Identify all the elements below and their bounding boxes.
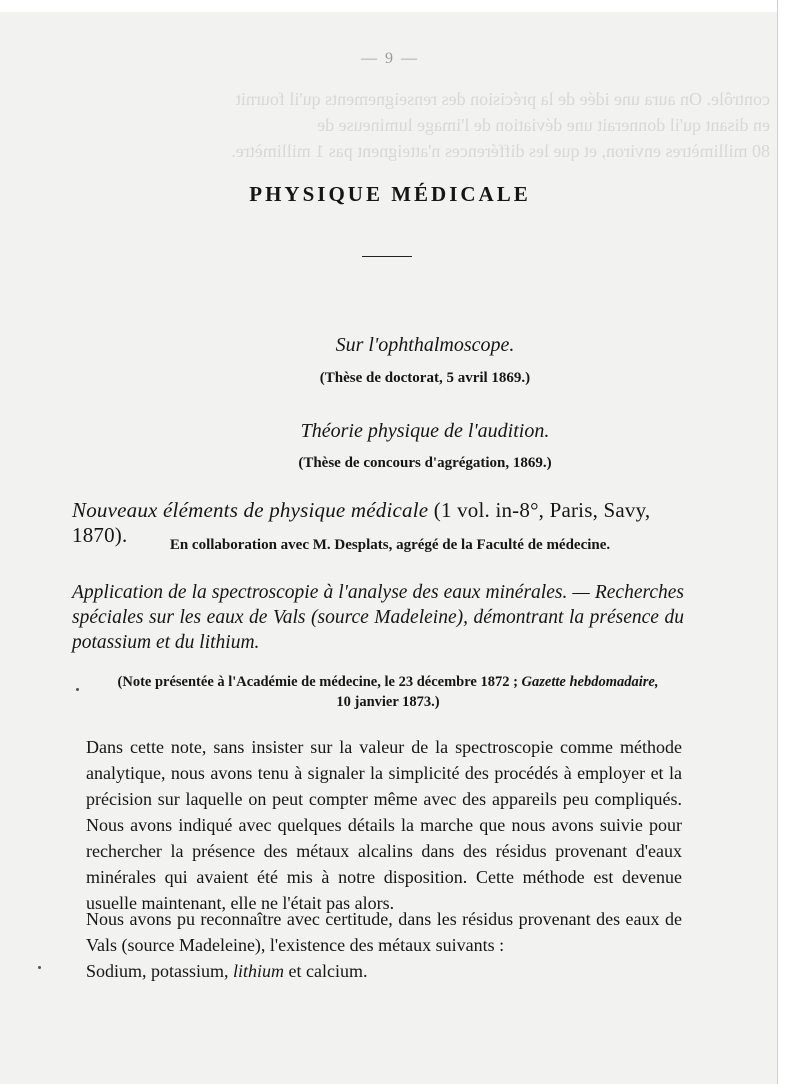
- metals-suffix: et calcium.: [284, 961, 368, 981]
- work-note-audition: (Thèse de concours d'agrégation, 1869.): [298, 455, 552, 471]
- work-title-audition: Théorie physique de l'audition.: [300, 420, 550, 442]
- body-paragraph: Dans cette note, sans insister sur la valeur de la spectroscopie comme méthode analytique, nous avons tenu à signaler la simplicité des procédés à employer et la précision sur laquelle on peut compter même avec des appareils peu compliqués. Nous avons indiqué avec quelques détails la marche que nous avons suivie pour rechercher la présence des métaux alcalins dans des résidus provenant d'eaux minérales qui avaient été mis à notre disposition. Cette méthode est devenue usuelle maintenant, elle ne l'était pas alors.: [86, 737, 682, 913]
- body-paragraph: Nous avons pu reconnaître avec certitude, dans les résidus provenant des eaux de Vals (source Madeleine), l'existence des métaux suivants :: [86, 909, 682, 955]
- academie-note-prefix: (Note présentée à l'Académie de médecine, le 23 décembre 1872 ;: [117, 674, 522, 690]
- work-title-application-spectroscopie: Application de la spectroscopie à l'analyse des eaux minérales. — Recherches spéciales sur les eaux de Vals (source Madeleine), démontrant la présence du potassium et du lithium.: [72, 582, 684, 653]
- show-through-line: contrôle. On aura une idée de la précision des renseignements qu'il fournit: [235, 89, 770, 109]
- nouveaux-title-italic: Nouveaux éléments de physique médicale: [72, 498, 429, 522]
- academie-note: [90, 672, 686, 712]
- ink-speck: [38, 966, 41, 969]
- work-note-ophthalmoscope: (Thèse de doctorat, 5 avril 1869.): [319, 370, 531, 386]
- page-number: — 9 —: [361, 50, 419, 67]
- section-title: PHYSIQUE MÉDICALE: [249, 182, 531, 206]
- academie-note-date: 10 janvier 1873.): [336, 694, 440, 710]
- metals-italic: lithium: [233, 961, 285, 981]
- scan-top-margin: [0, 0, 800, 12]
- nouveaux-details: (1 vol. in-8°, Paris, Savy, 1870).: [72, 498, 651, 547]
- metals-list: [86, 958, 682, 984]
- metals-prefix: Sodium, potassium,: [86, 961, 234, 981]
- work-title-ophthalmoscope: Sur l'ophthalmoscope.: [335, 334, 515, 356]
- title-rule: [362, 256, 412, 257]
- scan-right-margin: [777, 0, 800, 1084]
- collaboration-note: En collaboration avec M. Desplats, agrégé de la Faculté de médecine.: [169, 537, 611, 553]
- academie-note-journal: Gazette hebdomadaire,: [521, 674, 659, 690]
- show-through-line: en disant qu'il donnerait une déviation de l'image lumineuse de: [317, 115, 770, 135]
- show-through-line: 80 millimètres environ, et que les différences n'atteignent pas 1 millimètre.: [231, 141, 770, 161]
- ink-speck: [76, 688, 79, 691]
